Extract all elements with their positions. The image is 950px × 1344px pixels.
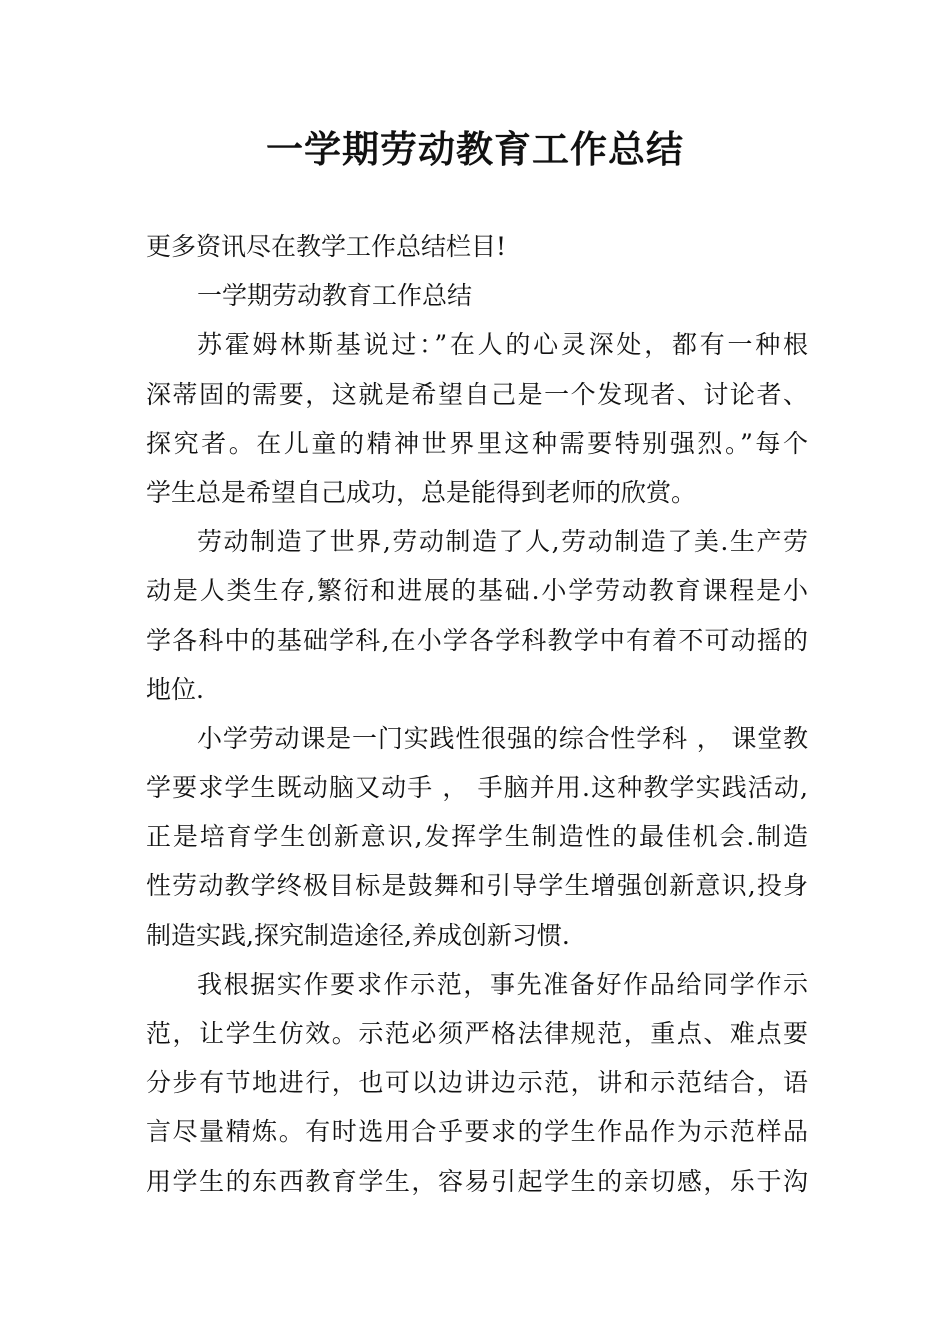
body-line: 劳动制造了世界,劳动制造了人,劳动制造了美.生产劳 [197, 527, 808, 557]
body-line: 小学劳动课是一门实践性很强的综合性学科 ， 课堂教 [197, 723, 808, 753]
body-line: 我根据实作要求作示范，事先准备好作品给同学作示 [197, 969, 808, 999]
body-line: 一学期劳动教育工作总结 [197, 281, 473, 311]
document-body [146, 222, 808, 1206]
body-line: 苏霍姆林斯基说过：”在人的心灵深处，都有一种根 [197, 330, 808, 360]
body-line: 分步有节地进行，也可以边讲边示范，讲和示范结合，语 [146, 1068, 808, 1098]
body-line: 深蒂固的需要，这就是希望自己是一个发现者、讨论者、 [146, 379, 808, 409]
body-line: 学要求学生既动脑又动手 ， 手脑并用.这种教学实践活动, [146, 773, 808, 803]
body-line: 言尽量精炼。有时选用合乎要求的学生作品作为示范样品 [146, 1117, 808, 1147]
body-line: 范，让学生仿效。示范必须严格法律规范，重点、难点要 [146, 1019, 808, 1048]
body-line: 更多资讯尽在教学工作总结栏目! [146, 232, 507, 261]
body-line: 探究者。在儿童的精神世界里这种需要特别强烈。”每个 [146, 428, 808, 458]
body-line: 学各科中的基础学科,在小学各学科教学中有着不可动摇的 [146, 625, 808, 655]
body-line: 正是培育学生创新意识,发挥学生制造性的最佳机会.制造 [146, 822, 808, 852]
body-line: 地位. [146, 674, 204, 704]
body-line: 性劳动教学终极目标是鼓舞和引导学生增强创新意识,投身 [146, 871, 808, 901]
document-title: 一学期劳动教育工作总结 [266, 128, 684, 171]
body-line: 动是人类生存,繁衍和进展的基础.小学劳动教育课程是小 [146, 576, 808, 606]
body-line: 学生总是希望自己成功，总是能得到老师的欣赏。 [146, 477, 697, 507]
body-line: 制造实践,探究制造途径,养成创新习惯. [146, 920, 570, 950]
body-line: 用学生的东西教育学生，容易引起学生的亲切感，乐于沟 [146, 1166, 808, 1196]
